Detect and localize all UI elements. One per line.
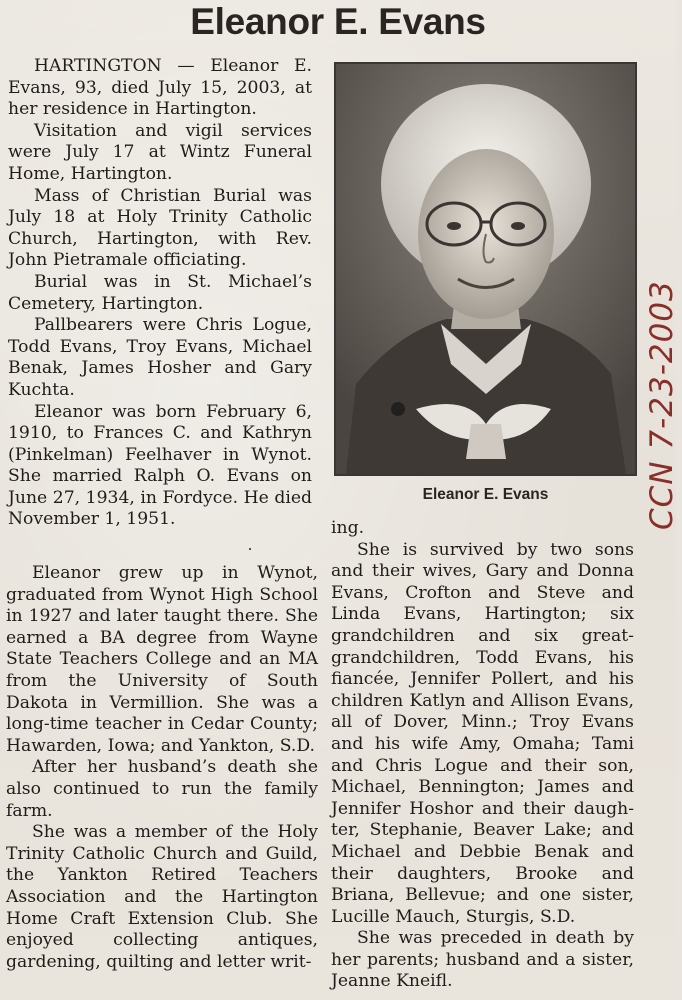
obituary-headline: Eleanor E. Evans bbox=[190, 1, 486, 42]
paragraph: Visitation and vigil services were July 17 at Wintz Funeral Home, Hartington. bbox=[8, 120, 312, 184]
paragraph: Mass of Christian Burial was July 18 at Holy Trinity Catholic Church, Hartington, with Rev. John Pietramale officiating. bbox=[8, 185, 312, 271]
paragraph: She was preceded in death by her parents; husband and a sister, Jeanne Kneifl. bbox=[331, 928, 634, 992]
paragraph: She is survived by two sons and their wives, Gary and Donna Evans, Crofton and Steve and Linda Evans, Hartington; six grandchildren and six great-grandchildren, Todd Evans, his fiancée, Jennifer Pollert, and his children Katlyn and Allison Evans, all of Dover, Minn.; Troy Evans and his wife Amy, Omaha; Tami and Chris Logue and their son, Michael, Bennington; James and Jennifer Hoshor and their daughter, Stephanie, Beaver Lake; and Michael and Debbie Benak and their daughters, Brooke and Briana, Bellevue; and one sister, Lucille Mauch, Sturgis, S.D. bbox=[331, 539, 634, 927]
handwritten-date: CCN 7-23-2003 bbox=[644, 280, 680, 530]
photo-caption: Eleanor E. Evans bbox=[422, 486, 549, 503]
paragraph-continuation: ing. bbox=[331, 518, 365, 538]
paragraph: Eleanor grew up in Wynot, graduated from Wynot High School in 1927 and later taught there. She earned a BA degree from Wayne State Teachers College and an MA from the University of South Dakota in Vermillion. She was a long-time teacher in Cedar County; Hawarden, Iowa; and Yankton, S.D. bbox=[6, 563, 318, 756]
paragraph: After her husband’s death she also continued to run the family farm. bbox=[6, 757, 318, 821]
portrait-photo bbox=[334, 62, 637, 476]
paragraph: Eleanor was born February 6, 1910, to Frances C. and Kathryn (Pinkelman) Feelhaver in Wynot. She married Ralph O. Evans on June 27, 1934, in Fordyce. He died November 1, 1951. bbox=[8, 401, 312, 530]
column-1-top bbox=[8, 56, 312, 531]
column-1-bottom bbox=[6, 563, 318, 973]
column-2 bbox=[331, 518, 634, 993]
paragraph: HARTINGTON — Eleanor E. Evans, 93, died July 15, 2003, at her residence in Hartington. bbox=[8, 56, 312, 120]
print-speck bbox=[249, 548, 251, 550]
paragraph: She was a member of the Holy Trinity Catholic Church and Guild, the Yankton Retired Teachers Association and the Hartington Home Craft Extension Club. She enjoyed collecting antiques, gardening, quilting and letter writ- bbox=[6, 822, 318, 972]
handwritten-annotation bbox=[642, 265, 682, 535]
paragraph: Pallbearers were Chris Logue, Todd Evans, Troy Evans, Michael Benak, James Hosher and Gary Kuchta. bbox=[8, 315, 312, 400]
portrait-image bbox=[336, 64, 635, 474]
paragraph: Burial was in St. Michael’s Cemetery, Hartington. bbox=[8, 271, 312, 314]
